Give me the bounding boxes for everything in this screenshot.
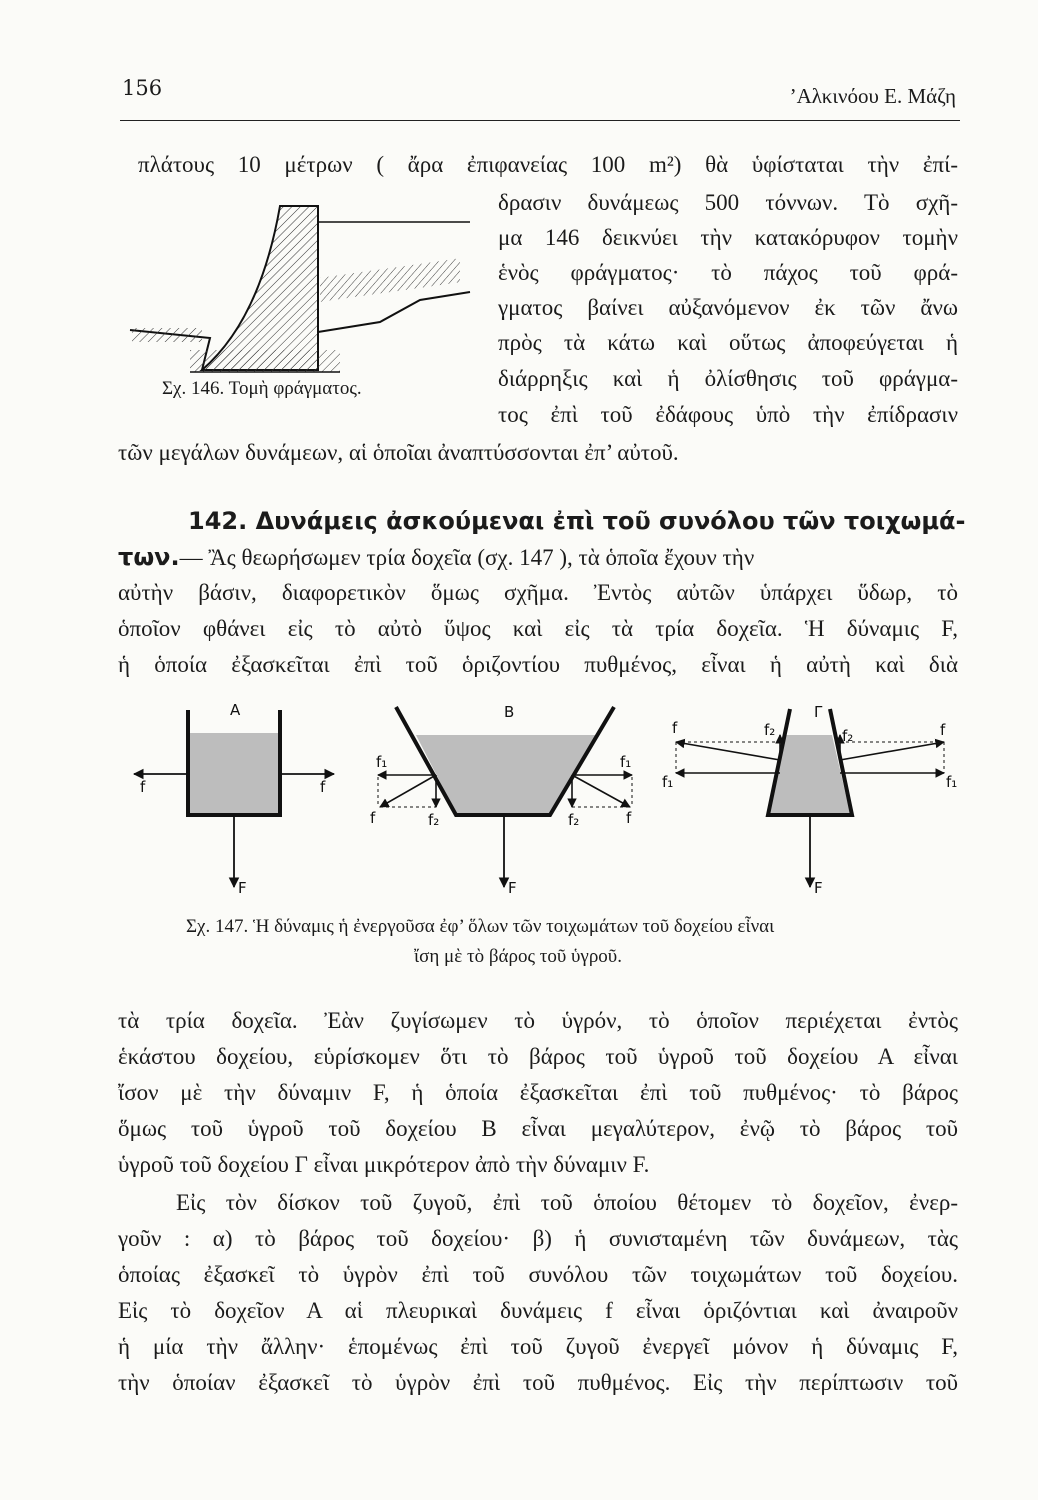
running-head: ’Αλκινόου Ε. Μάζη — [789, 84, 956, 108]
para1-line-1: πλάτους 10 μέτρων ( ἄρα ἐπιφανείας 100 m²) θὰ ὑφίσταται τὴν ἐπί- — [138, 152, 958, 177]
label-F-b: F — [508, 879, 517, 897]
section-142-line-1 — [118, 540, 958, 575]
para4-line-5: ἡ μία τὴν ἄλλην· ἑπομένως ἐπὶ τοῦ ζυγοῦ ἐνεργεῖ μόνον ἡ δύναμις F, — [118, 1334, 958, 1359]
dam-body — [202, 206, 318, 370]
para3-line-3: ἴσον μὲ τὴν δύναμιν F, ἡ ὁποία ἐξασκεῖται ἐπὶ τοῦ πυθμένος· τὸ βάρος — [118, 1080, 958, 1105]
label-f1-right-g: f₁ — [946, 773, 958, 791]
label-f-left-b: f — [370, 809, 376, 827]
para1-wrap-line-4: γματος βαίνει αὐξανόμενον ἐκ τῶν ἄνω — [498, 295, 958, 320]
label-b: B — [504, 703, 515, 721]
label-f2-right-b: f₂ — [568, 811, 580, 829]
label-f1-right-b: f₁ — [620, 753, 632, 771]
para4-line-3: ὁποίας ἐξασκεῖ τὸ ὑγρὸν ἐπὶ τοῦ συνόλου τῶν τοιχωμάτων τοῦ δοχείου. — [118, 1262, 958, 1287]
para1-wrap-line-6: διάρρηξις καὶ ἡ ὀλίσθησις τοῦ φράγμα- — [498, 366, 958, 391]
vessel-g — [662, 703, 957, 897]
label-F-g: F — [814, 879, 823, 897]
label-f-left-a: f — [140, 778, 146, 796]
para4-line-2: γοῦν : α) τὸ βάρος τοῦ δοχείου· β) ἡ συνισταμένη τῶν δυνάμεων, τὰς — [118, 1226, 958, 1251]
para1-wrap-line-7: τος ἐπὶ τοῦ ἐδάφους ὑπὸ τὴν ἐπίδρασιν — [498, 402, 958, 427]
ground-right-hatch — [320, 258, 460, 302]
vessel-b — [370, 703, 632, 897]
vessel-b-liquid — [416, 735, 598, 813]
section-142-line-1-text: — Ἂς θεωρήσωμεν τρία δοχεῖα (σχ. 147 ), τὰ ὁποῖα ἔχουν τὴν — [179, 545, 755, 570]
figure-147-vessels — [120, 695, 970, 910]
section-142-line-4: ἡ ὁποία ἐξασκεῖται ἐπὶ τοῦ ὁριζοντίου πυθμένος, εἶναι ἡ αὐτὴ καὶ διὰ — [118, 652, 958, 677]
label-f-left-g: f — [672, 719, 678, 737]
label-f1-left-b: f₁ — [376, 753, 388, 771]
figure-146-caption: Σχ. 146. Τομὴ φράγματος. — [162, 378, 362, 399]
vessel-a-liquid — [190, 733, 278, 815]
ground-left-hatch — [132, 328, 202, 342]
para4-line-4: Εἰς τὸ δοχεῖον Α αἱ πλευρικαὶ δυνάμεις f εἶναι ὁριζόντιαι καὶ ἀναιροῦν — [118, 1298, 958, 1323]
para1-wrap-line-3: ἑνὸς φράγματος· τὸ πάχος τοῦ φρά- — [498, 260, 958, 285]
section-142-heading-end: των. — [118, 543, 180, 571]
figure-147-caption-line-1: Σχ. 147. Ἡ δύναμις ἡ ἐνεργοῦσα ἐφ’ ὅλων τῶν τοιχωμάτων τοῦ δοχείου εἶναι — [186, 916, 775, 937]
para3-line-1: τὰ τρία δοχεῖα. Ἐὰν ζυγίσωμεν τὸ ὑγρόν, τὸ ὁποῖον περιέχεται ἐντὸς — [118, 1008, 958, 1033]
figure-146-dam-section — [120, 200, 480, 380]
ground-base-hatch — [190, 350, 340, 372]
para1-wrap-line-2: μα 146 δεικνύει τὴν κατακόρυφον τομὴν — [498, 225, 958, 250]
label-F-a: F — [238, 879, 247, 897]
section-142-line-2: αὐτὴν βάσιν, διαφορετικὸν ὅμως σχῆμα. Ἐντὸς αὐτῶν ὑπάρχει ὕδωρ, τὸ — [118, 580, 958, 605]
label-f2-right-g: f₂ — [842, 727, 854, 745]
label-f-right-g: f — [940, 721, 946, 739]
para1-last-line: τῶν μεγάλων δυνάμεων, αἱ ὁποῖαι ἀναπτύσσονται ἐπ’ αὐτοῦ. — [118, 440, 679, 465]
label-a: A — [230, 701, 241, 719]
para1-wrap-line-1: δρασιν δυνάμεως 500 τόννων. Τὸ σχῆ- — [498, 190, 958, 215]
para3-line-4: ὅμως τοῦ ὑγροῦ τοῦ δοχείου Β εἶναι μεγαλύτερον, ἐνῷ τὸ βάρος τοῦ — [118, 1116, 958, 1141]
para3-line-2: ἑκάστου δοχείου, εὑρίσκομεν ὅτι τὸ βάρος τοῦ ὑγροῦ τοῦ δοχείου Α εἶναι — [118, 1044, 958, 1069]
label-f1-left-g: f₁ — [662, 773, 674, 791]
label-f-right-a: f — [320, 778, 326, 796]
label-f-right-b: f — [626, 809, 632, 827]
section-142-heading: 142. Δυνάμεις ἀσκούμεναι ἐπὶ τοῦ συνόλου τῶν τοιχωμά- — [188, 507, 966, 535]
vessel-a — [134, 701, 334, 897]
label-f2-left-b: f₂ — [428, 811, 440, 829]
label-g: Γ — [814, 703, 823, 721]
para1-wrap-line-5: πρὸς τὰ κάτω καὶ οὕτως ἀποφεύγεται ἡ — [498, 330, 958, 355]
figure-147-caption-line-2: ἴση μὲ τὸ βάρος τοῦ ὑγροῦ. — [414, 946, 622, 967]
para3-last-line: ὑγροῦ τοῦ δοχείου Γ εἶναι μικρότερον ἀπὸ τὴν δύναμιν F. — [118, 1152, 650, 1177]
section-142-line-3: ὁποῖον φθάνει εἰς τὸ αὐτὸ ὕψος καὶ εἰς τὰ τρία δοχεῖα. Ἡ δύναμις F, — [118, 616, 958, 641]
page-number: 156 — [122, 76, 163, 100]
para4-line-6: τὴν ὁποίαν ἐξασκεῖ τὸ ὑγρὸν ἐπὶ τοῦ πυθμένος. Εἰς τὴν περίπτωσιν τοῦ — [118, 1370, 958, 1395]
label-f2-left-g: f₂ — [764, 721, 776, 739]
para4-line-1: Εἰς τὸν δίσκον τοῦ ζυγοῦ, ἐπὶ τοῦ ὁποίου θέτομεν τὸ δοχεῖον, ἐνερ- — [176, 1190, 958, 1215]
header-rule — [120, 120, 960, 121]
